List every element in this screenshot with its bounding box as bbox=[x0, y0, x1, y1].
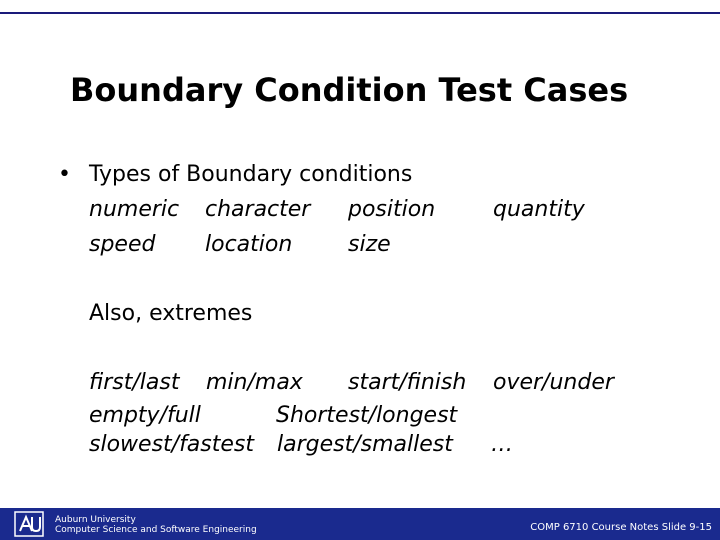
extreme-start-finish: start/finish bbox=[348, 370, 467, 395]
condition-type-character: character bbox=[205, 197, 311, 222]
extreme-over-under: over/under bbox=[493, 370, 614, 395]
extreme-largest-smallest: largest/smallest bbox=[277, 432, 453, 457]
auburn-logo-icon bbox=[14, 511, 44, 537]
condition-type-position: position bbox=[348, 197, 436, 222]
top-divider bbox=[0, 12, 720, 14]
condition-type-size: size bbox=[348, 232, 391, 257]
footer-institution-block bbox=[55, 515, 257, 535]
slide-title: Boundary Condition Test Cases bbox=[70, 71, 629, 109]
condition-type-quantity: quantity bbox=[493, 197, 585, 222]
also-extremes-label: Also, extremes bbox=[89, 301, 253, 326]
extreme-slowest-fastest: slowest/fastest bbox=[89, 432, 254, 457]
slide-footer bbox=[0, 508, 720, 540]
extreme-first-last: first/last bbox=[89, 370, 180, 395]
bullet-text: Types of Boundary conditions bbox=[89, 162, 413, 187]
extreme-shortest-longest: Shortest/longest bbox=[276, 403, 458, 428]
footer-institution: Auburn University bbox=[55, 515, 136, 525]
condition-type-numeric: numeric bbox=[89, 197, 180, 222]
extreme-ellipsis: … bbox=[491, 432, 513, 457]
extreme-min-max: min/max bbox=[206, 370, 303, 395]
footer-course-info: COMP 6710 Course Notes Slide 9-15 bbox=[530, 522, 712, 533]
bullet-icon: • bbox=[58, 162, 71, 187]
extreme-empty-full: empty/full bbox=[89, 403, 201, 428]
condition-type-location: location bbox=[205, 232, 293, 257]
condition-type-speed: speed bbox=[89, 232, 156, 257]
footer-department: Computer Science and Software Engineering bbox=[55, 525, 257, 535]
